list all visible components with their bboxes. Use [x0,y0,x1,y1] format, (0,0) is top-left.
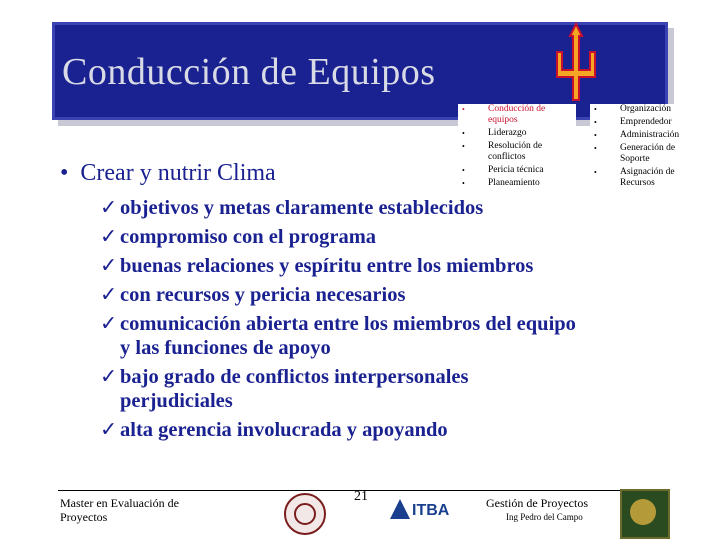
slide-title: Conducción de Equipos [62,51,436,93]
check-item: ✓ buenas relaciones y espíritu entre los miembros [100,255,534,277]
checkmark-icon: ✓ [100,226,118,248]
check-item: ✓ bajo grado de conflictos interpersonales perjudiciales [100,366,469,412]
check-item: ✓ compromiso con el programa [100,226,377,248]
checkmark-icon: ✓ [100,313,118,335]
skill-item: • Resolución de conflictos [458,141,576,163]
skill-item: • Administración [590,130,698,141]
footer-subject: Gestión de Proyectos [486,496,588,510]
checkmark-icon: ✓ [100,284,118,306]
check-item: ✓ objetivos y metas claramente establecidos [100,197,484,219]
itba-logo-icon [388,497,468,521]
skills-box-b [590,104,698,196]
bullet-icon: • [60,160,69,186]
check-item: ✓ comunicación abierta entre los miembros del equipo y las funciones de apoyo [100,313,576,359]
institution-badge-icon [620,489,670,539]
skill-item: • Asignación de Recursos [590,167,698,189]
svg-text:ITBA: ITBA [412,502,450,519]
footer-course: Master en Evaluación de Proyectos [60,496,179,524]
check-list [100,196,700,447]
skill-item: • Planeamiento [458,178,576,189]
checkmark-icon: ✓ [100,255,118,277]
skill-item: • Emprendedor [590,117,698,128]
skill-item: • Generación de Soporte [590,143,698,165]
checkmark-icon: ✓ [100,197,118,219]
trident-arrow-icon [548,22,604,102]
skills-box-a [458,104,576,196]
main-bullet [60,160,276,187]
skill-item: • Organización [590,104,698,115]
checkmark-icon: ✓ [100,366,118,388]
page-number: 21 [354,489,368,504]
footer-author: Ing Pedro del Campo [506,512,583,522]
university-seal-icon [284,493,326,535]
skill-item: • Liderazgo [458,128,576,139]
checkmark-icon: ✓ [100,419,118,441]
check-item: ✓ alta gerencia involucrada y apoyando [100,419,448,441]
check-item: ✓ con recursos y pericia necesarios [100,284,406,306]
skill-item: • Conducción de equipos [458,104,576,126]
skill-item: • Pericia técnica [458,165,576,176]
main-bullet-text: Crear y nutrir Clima [80,160,276,186]
